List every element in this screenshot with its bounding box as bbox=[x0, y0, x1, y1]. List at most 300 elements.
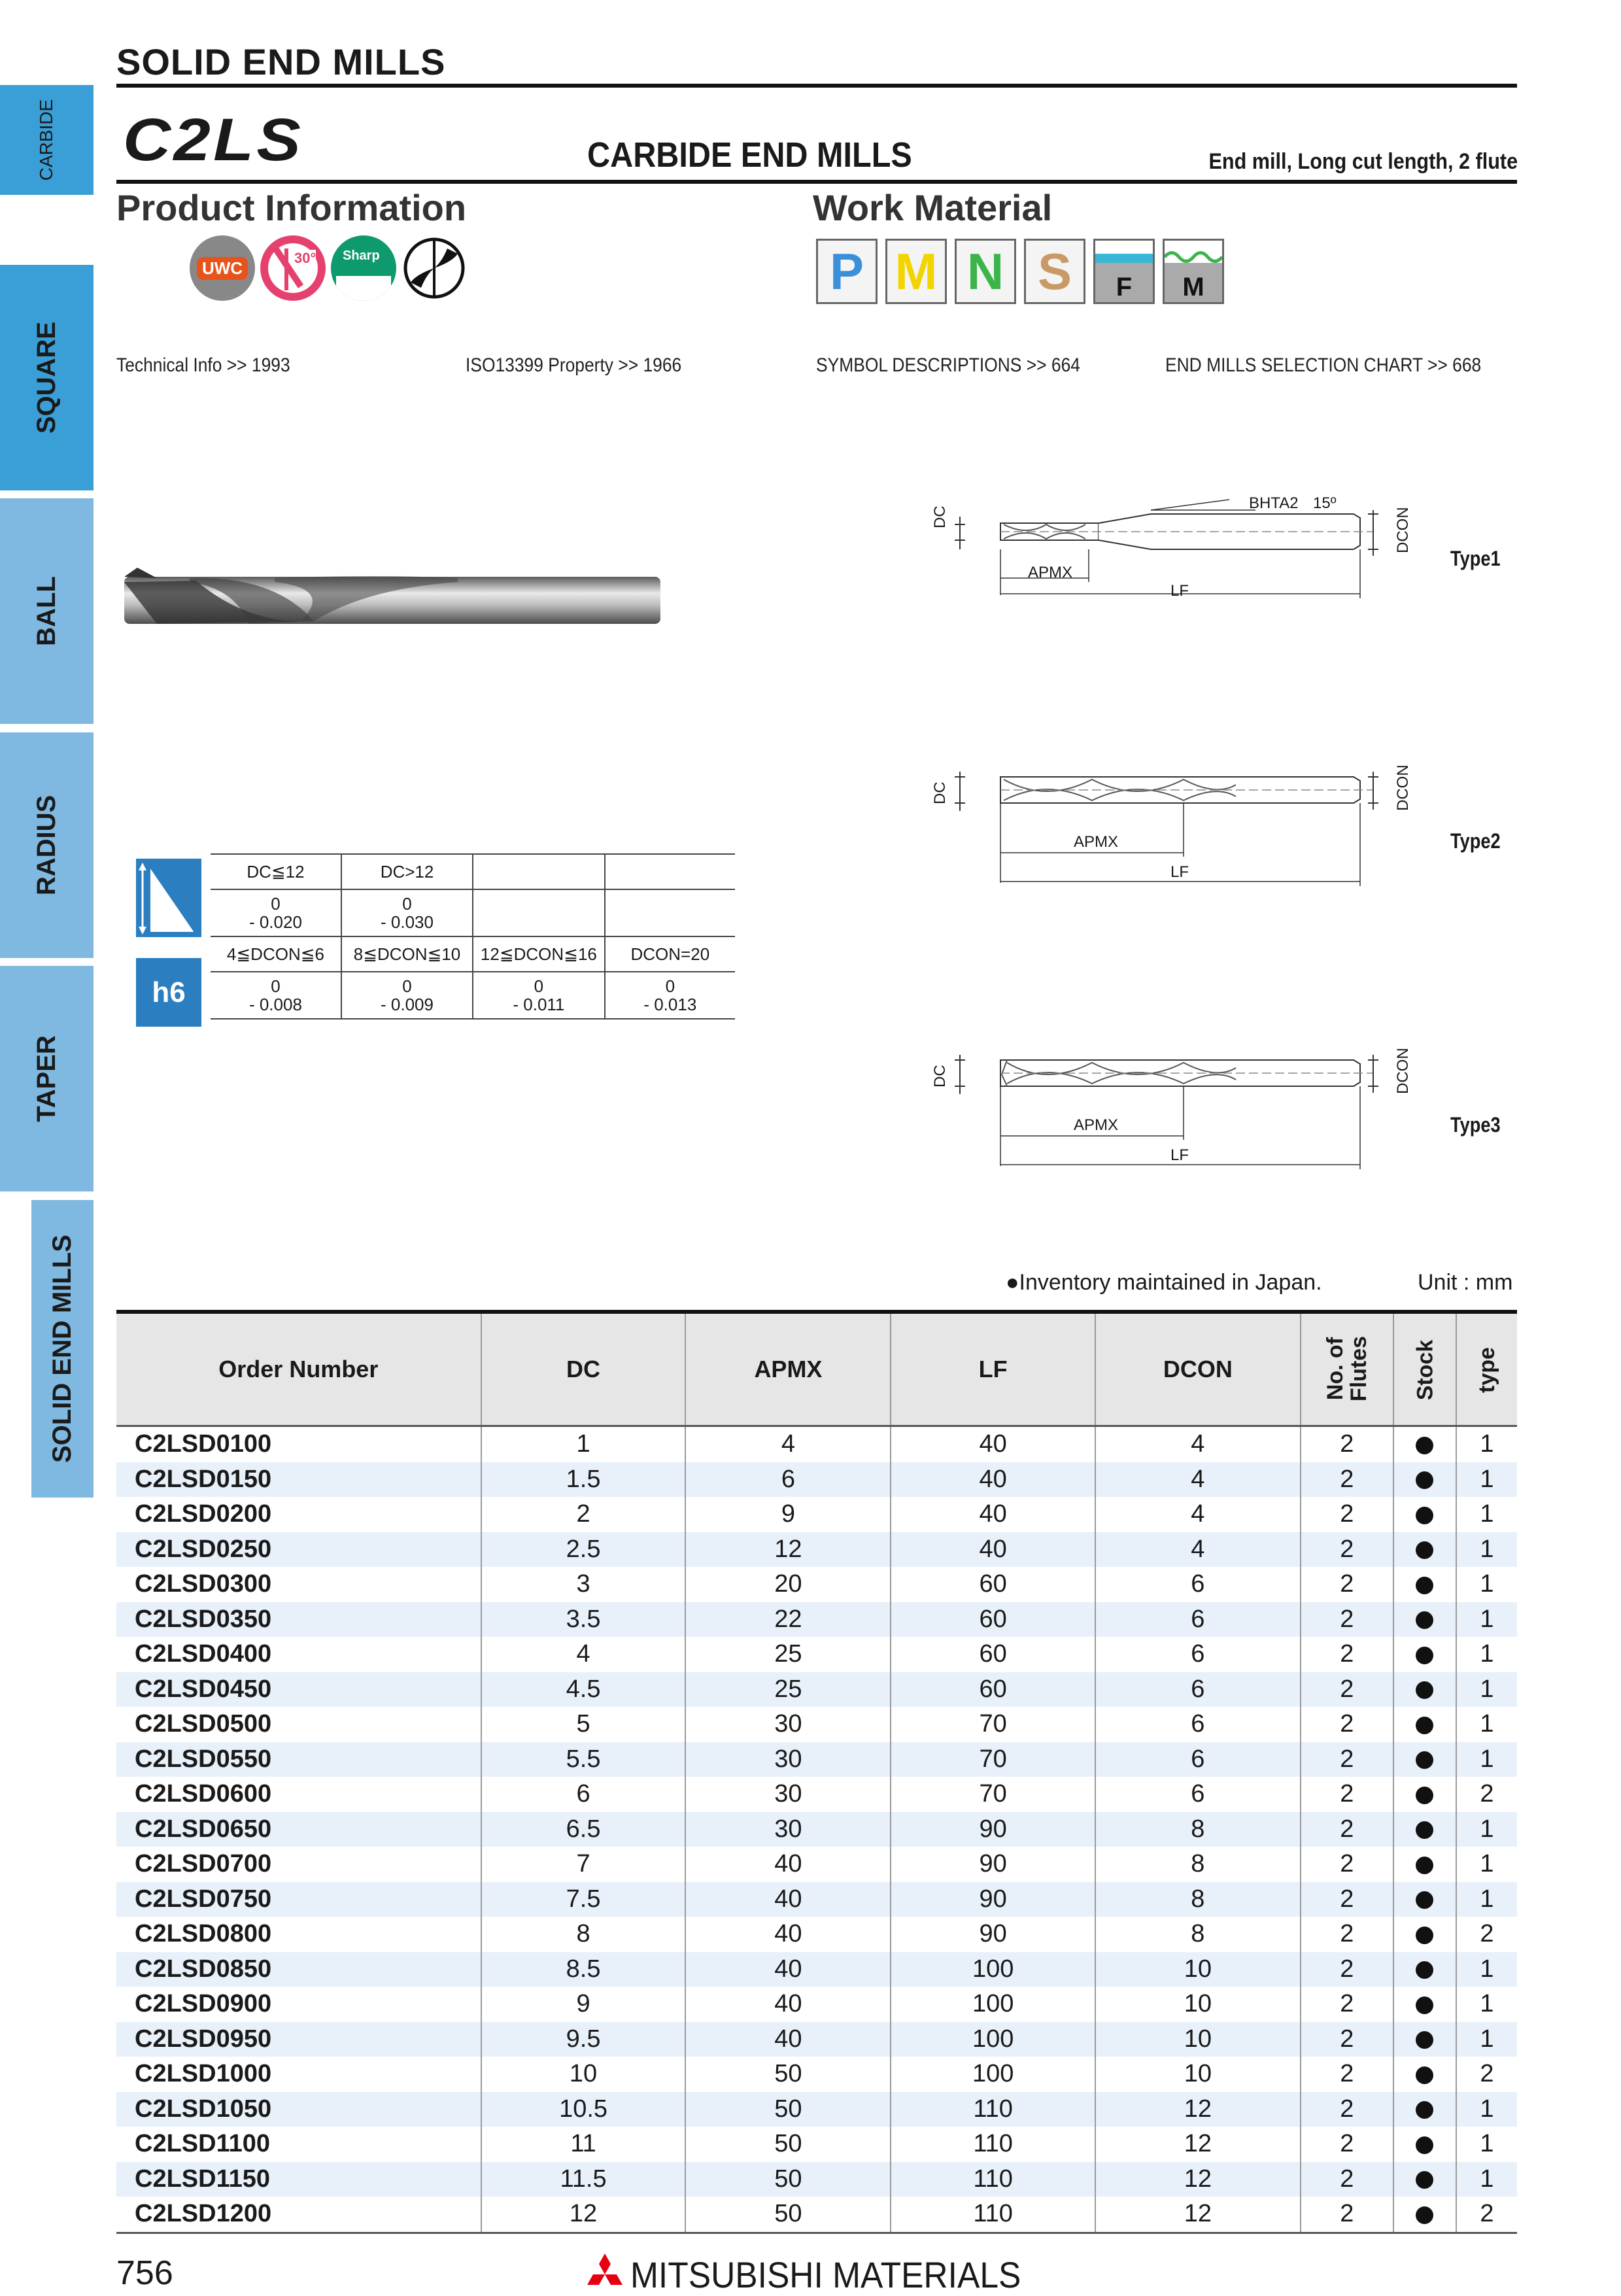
cell-apmx: 9 bbox=[685, 1497, 891, 1532]
cell-stock bbox=[1393, 1602, 1456, 1637]
cell-dc: 1 bbox=[481, 1426, 686, 1462]
cell-flutes: 2 bbox=[1301, 1602, 1393, 1637]
side-tab-radius[interactable]: RADIUS bbox=[0, 732, 94, 958]
unit-note: Unit : mm bbox=[1418, 1270, 1513, 1295]
cell-dcon: 10 bbox=[1095, 1952, 1301, 1987]
cell-flutes: 2 bbox=[1301, 2127, 1393, 2162]
lf-label: LF bbox=[1170, 863, 1189, 881]
cell-stock bbox=[1393, 2022, 1456, 2057]
cell-apmx: 25 bbox=[685, 1672, 891, 1707]
cell-lf: 40 bbox=[891, 1532, 1095, 1568]
bhta-label: BHTA2 bbox=[1249, 494, 1299, 512]
apmx-label: APMX bbox=[1074, 833, 1119, 851]
material-s-icon: S bbox=[1024, 239, 1085, 304]
cell-stock bbox=[1393, 1637, 1456, 1672]
cell-type: 1 bbox=[1456, 1497, 1517, 1532]
cell-stock bbox=[1393, 1952, 1456, 1987]
cell-lf: 90 bbox=[891, 1812, 1095, 1847]
table-row bbox=[116, 2197, 1517, 2233]
cell-stock bbox=[1393, 1462, 1456, 1498]
stock-dot-icon bbox=[1416, 1996, 1433, 2014]
work-material-title: Work Material bbox=[813, 187, 1053, 228]
cell-stock bbox=[1393, 1426, 1456, 1462]
cell-dcon: 6 bbox=[1095, 1777, 1301, 1812]
cell-dcon: 6 bbox=[1095, 1742, 1301, 1777]
cell-stock bbox=[1393, 2092, 1456, 2127]
dcon-label: DCON bbox=[1394, 507, 1412, 553]
lf-label: LF bbox=[1170, 582, 1189, 600]
stock-dot-icon bbox=[1416, 1507, 1433, 1524]
stock-dot-icon bbox=[1416, 1541, 1433, 1559]
cell-order-number: C2LSD0700 bbox=[135, 1850, 272, 1878]
cell-dcon: 10 bbox=[1095, 2022, 1301, 2057]
cell-stock bbox=[1393, 1707, 1456, 1742]
stock-dot-icon bbox=[1416, 2171, 1433, 2189]
cell-apmx: 30 bbox=[685, 1742, 891, 1777]
stock-dot-icon bbox=[1416, 1857, 1433, 1874]
cell-lf: 60 bbox=[891, 1602, 1095, 1637]
product-code: C2LS bbox=[123, 107, 304, 173]
cell-type: 1 bbox=[1456, 1462, 1517, 1498]
dc-header bbox=[473, 854, 605, 889]
cell-stock bbox=[1393, 2197, 1456, 2233]
table-row bbox=[116, 1847, 1517, 1882]
cell-lf: 70 bbox=[891, 1742, 1095, 1777]
table-row bbox=[116, 1532, 1517, 1568]
cell-stock bbox=[1393, 1742, 1456, 1777]
cell-order-number: C2LSD1050 bbox=[116, 2092, 481, 2127]
product-description: End mill, Long cut length, 2 flute bbox=[1208, 149, 1518, 174]
finishing-f-icon: F bbox=[1093, 239, 1155, 304]
cell-type: 1 bbox=[1456, 1602, 1517, 1637]
table-row bbox=[116, 2057, 1517, 2092]
cell-stock bbox=[1393, 2057, 1456, 2092]
cell-flutes: 2 bbox=[1301, 1847, 1393, 1882]
table-row bbox=[116, 1987, 1517, 2022]
mitsubishi-logo-icon bbox=[585, 2253, 625, 2291]
cell-flutes: 2 bbox=[1301, 1567, 1393, 1602]
stock-dot-icon bbox=[1416, 2101, 1433, 2119]
h6-tolerance-badge: h6 bbox=[136, 958, 201, 1027]
dcon-header: DCON=20 bbox=[605, 936, 735, 972]
cell-dc: 3 bbox=[481, 1567, 686, 1602]
table-row bbox=[116, 2092, 1517, 2127]
cell-apmx: 50 bbox=[685, 2092, 891, 2127]
cell-apmx: 50 bbox=[685, 2197, 891, 2233]
cell-type: 1 bbox=[1456, 1426, 1517, 1462]
cell-lf: 90 bbox=[891, 1882, 1095, 1917]
cell-dcon: 8 bbox=[1095, 1847, 1301, 1882]
helix-angle-icon bbox=[260, 235, 326, 301]
stock-dot-icon bbox=[1416, 1717, 1433, 1734]
stock-dot-icon bbox=[1416, 1787, 1433, 1804]
cell-apmx: 40 bbox=[685, 1847, 891, 1882]
cell-flutes: 2 bbox=[1301, 2057, 1393, 2092]
dc-header bbox=[605, 854, 735, 889]
cell-apmx: 40 bbox=[685, 1987, 891, 2022]
cell-dc: 11 bbox=[481, 2127, 686, 2162]
col-apmx: APMX bbox=[685, 1312, 891, 1426]
cell-flutes: 2 bbox=[1301, 1672, 1393, 1707]
cell-type: 1 bbox=[1456, 1567, 1517, 1602]
cell-lf: 40 bbox=[891, 1462, 1095, 1498]
cell-stock bbox=[1393, 1497, 1456, 1532]
table-row bbox=[116, 1742, 1517, 1777]
cell-order-number: C2LSD0500 bbox=[135, 1710, 272, 1738]
cell-order-number: C2LSD1200 bbox=[116, 2197, 481, 2233]
table-row bbox=[116, 1952, 1517, 1987]
cell-flutes: 2 bbox=[1301, 1462, 1393, 1498]
cell-order-number: C2LSD1150 bbox=[116, 2162, 481, 2197]
cell-order-number: C2LSD0200 bbox=[135, 1500, 272, 1528]
dcon-header: 4≦DCON≦6 bbox=[211, 936, 341, 972]
cell-type: 1 bbox=[1456, 1742, 1517, 1777]
cell-dc: 7 bbox=[481, 1847, 686, 1882]
table-row bbox=[116, 1882, 1517, 1917]
apmx-label: APMX bbox=[1074, 1116, 1119, 1134]
cell-dc: 8 bbox=[481, 1917, 686, 1952]
cell-type: 1 bbox=[1456, 1672, 1517, 1707]
type3-label: Type3 bbox=[1450, 1113, 1501, 1137]
type3-diagram bbox=[929, 1048, 1439, 1173]
cell-lf: 110 bbox=[891, 2127, 1095, 2162]
table-row bbox=[116, 1426, 1517, 1462]
cell-flutes: 2 bbox=[1301, 2162, 1393, 2197]
selection-chart-link[interactable]: END MILLS SELECTION CHART >> 668 bbox=[1165, 354, 1482, 376]
cell-lf: 110 bbox=[891, 2092, 1095, 2127]
cell-dc: 6.5 bbox=[481, 1812, 686, 1847]
cell-type: 1 bbox=[1456, 1532, 1517, 1568]
helix-30-badge: 30° bbox=[260, 235, 326, 301]
dc-tolerance: 0 - 0.030 bbox=[341, 889, 473, 936]
tolerance-table bbox=[211, 853, 735, 1019]
cell-dcon: 6 bbox=[1095, 1567, 1301, 1602]
cell-apmx: 22 bbox=[685, 1602, 891, 1637]
two-flute-icon bbox=[401, 235, 467, 301]
table-row bbox=[116, 2022, 1517, 2057]
cell-type: 1 bbox=[1456, 2127, 1517, 2162]
cell-lf: 100 bbox=[891, 1952, 1095, 1987]
cell-flutes: 2 bbox=[1301, 2022, 1393, 2057]
cell-dc: 10.5 bbox=[481, 2092, 686, 2127]
dc-tolerance: 0 - 0.020 bbox=[248, 894, 302, 932]
cell-flutes: 2 bbox=[1301, 1777, 1393, 1812]
dcon-header: 12≦DCON≦16 bbox=[473, 936, 605, 972]
stock-dot-icon bbox=[1416, 1891, 1433, 1909]
cell-lf: 70 bbox=[891, 1707, 1095, 1742]
cell-apmx: 40 bbox=[685, 1952, 891, 1987]
product-table bbox=[116, 1310, 1517, 2234]
header-rule bbox=[116, 84, 1517, 88]
cell-order-number: C2LSD0250 bbox=[116, 1532, 481, 1568]
product-info-title: Product Information bbox=[116, 187, 467, 228]
material-m-icon: M bbox=[885, 239, 947, 304]
diameter-tolerance-icon bbox=[136, 859, 201, 937]
cell-lf: 60 bbox=[891, 1567, 1095, 1602]
cell-dcon: 6 bbox=[1095, 1602, 1301, 1637]
cell-stock bbox=[1393, 1532, 1456, 1568]
cell-dc: 2 bbox=[481, 1497, 686, 1532]
cell-order-number: C2LSD0350 bbox=[116, 1602, 481, 1637]
cell-stock bbox=[1393, 1777, 1456, 1812]
cell-dcon: 4 bbox=[1095, 1462, 1301, 1498]
stock-dot-icon bbox=[1416, 1577, 1433, 1594]
cell-dcon: 8 bbox=[1095, 1812, 1301, 1847]
cell-order-number: C2LSD0750 bbox=[116, 1882, 481, 1917]
stock-dot-icon bbox=[1416, 2206, 1433, 2224]
cell-order-number: C2LSD0550 bbox=[116, 1742, 481, 1777]
cell-lf: 60 bbox=[891, 1637, 1095, 1672]
cell-lf: 70 bbox=[891, 1777, 1095, 1812]
symbol-descriptions-link[interactable]: SYMBOL DESCRIPTIONS >> 664 bbox=[816, 354, 1080, 376]
col-flutes: No. of Flutes bbox=[1301, 1312, 1393, 1426]
dc-label: DC bbox=[931, 1065, 949, 1088]
table-row bbox=[116, 1777, 1517, 1812]
cell-lf: 100 bbox=[891, 2057, 1095, 2092]
cell-dcon: 12 bbox=[1095, 2162, 1301, 2197]
uwc-badge: UWC bbox=[190, 235, 255, 301]
stock-dot-icon bbox=[1416, 1821, 1433, 1839]
dcon-label: DCON bbox=[1394, 1048, 1412, 1094]
cell-type: 2 bbox=[1456, 1777, 1517, 1812]
col-order-number: Order Number bbox=[116, 1312, 481, 1426]
cell-dc: 2.5 bbox=[481, 1532, 686, 1568]
cell-dc: 12 bbox=[481, 2197, 686, 2233]
cell-dc: 5 bbox=[481, 1707, 686, 1742]
table-row bbox=[116, 1497, 1517, 1532]
col-type: type bbox=[1456, 1312, 1517, 1426]
cell-type: 1 bbox=[1456, 1882, 1517, 1917]
dcon-tolerance: 0 - 0.013 bbox=[605, 972, 735, 1019]
cell-flutes: 2 bbox=[1301, 1917, 1393, 1952]
cell-type: 1 bbox=[1456, 2162, 1517, 2197]
cell-flutes: 2 bbox=[1301, 1987, 1393, 2022]
dc-header: DC>12 bbox=[341, 854, 473, 889]
cell-stock bbox=[1393, 2162, 1456, 2197]
side-tab-solid-end-mills[interactable]: SOLID END MILLS bbox=[31, 1200, 94, 1498]
cell-dc: 3.5 bbox=[481, 1602, 686, 1637]
cell-order-number: C2LSD1100 bbox=[135, 2130, 271, 2158]
cell-dcon: 10 bbox=[1095, 1987, 1301, 2022]
cell-lf: 110 bbox=[891, 2197, 1095, 2233]
cell-order-number: C2LSD0150 bbox=[116, 1462, 481, 1498]
cell-order-number: C2LSD0300 bbox=[135, 1570, 272, 1598]
lf-label: LF bbox=[1170, 1146, 1189, 1164]
cell-dcon: 8 bbox=[1095, 1882, 1301, 1917]
cell-flutes: 2 bbox=[1301, 1882, 1393, 1917]
dc-label: DC bbox=[931, 505, 949, 528]
dc-tolerance bbox=[605, 889, 735, 936]
type2-diagram bbox=[929, 765, 1439, 889]
cell-dc: 4 bbox=[481, 1637, 686, 1672]
cell-type: 1 bbox=[1456, 1952, 1517, 1987]
stock-dot-icon bbox=[1416, 1927, 1433, 1944]
cell-lf: 60 bbox=[891, 1672, 1095, 1707]
product-rule bbox=[116, 180, 1517, 184]
cell-order-number: C2LSD0900 bbox=[135, 1990, 272, 2018]
cell-dcon: 6 bbox=[1095, 1637, 1301, 1672]
cell-type: 1 bbox=[1456, 1637, 1517, 1672]
cell-flutes: 2 bbox=[1301, 1952, 1393, 1987]
col-lf: LF bbox=[891, 1312, 1095, 1426]
dcon-label: DCON bbox=[1394, 764, 1412, 811]
col-dc: DC bbox=[481, 1312, 686, 1426]
dc-label: DC bbox=[931, 781, 949, 804]
cell-dc: 10 bbox=[481, 2057, 686, 2092]
cell-lf: 110 bbox=[891, 2162, 1095, 2197]
cell-dc: 9.5 bbox=[481, 2022, 686, 2057]
cell-stock bbox=[1393, 1672, 1456, 1707]
cell-apmx: 50 bbox=[685, 2127, 891, 2162]
cell-apmx: 20 bbox=[685, 1567, 891, 1602]
cell-apmx: 4 bbox=[685, 1426, 891, 1462]
cell-dc: 11.5 bbox=[481, 2162, 686, 2197]
cell-stock bbox=[1393, 1987, 1456, 2022]
col-stock: Stock bbox=[1393, 1312, 1456, 1426]
technical-info-link[interactable]: Technical Info >> 1993 bbox=[116, 354, 290, 376]
cell-dc: 1.5 bbox=[481, 1462, 686, 1498]
inventory-note: ●Inventory maintained in Japan. bbox=[1006, 1270, 1322, 1295]
cell-apmx: 6 bbox=[685, 1462, 891, 1498]
sharp-badge: Sharp bbox=[331, 235, 396, 301]
cell-order-number: C2LSD0600 bbox=[135, 1780, 272, 1808]
cell-order-number: C2LSD0850 bbox=[116, 1952, 481, 1987]
cell-type: 1 bbox=[1456, 2092, 1517, 2127]
dcon-tolerance: 0 - 0.008 bbox=[211, 972, 341, 1019]
material-n-icon: N bbox=[955, 239, 1016, 304]
dc-tolerance bbox=[473, 889, 605, 936]
cell-order-number: C2LSD0450 bbox=[116, 1672, 481, 1707]
dcon-tolerance: 0 - 0.009 bbox=[341, 972, 473, 1019]
cell-apmx: 30 bbox=[685, 1812, 891, 1847]
cell-dc: 8.5 bbox=[481, 1952, 686, 1987]
cell-order-number: C2LSD0400 bbox=[135, 1640, 272, 1668]
product-title: CARBIDE END MILLS bbox=[587, 135, 912, 175]
cell-lf: 40 bbox=[891, 1426, 1095, 1462]
table-row bbox=[116, 1917, 1517, 1952]
cell-apmx: 40 bbox=[685, 1917, 891, 1952]
cell-apmx: 30 bbox=[685, 1707, 891, 1742]
table-row bbox=[116, 1567, 1517, 1602]
cell-stock bbox=[1393, 1567, 1456, 1602]
type1-label: Type1 bbox=[1450, 547, 1501, 570]
cell-dcon: 6 bbox=[1095, 1707, 1301, 1742]
cell-dcon: 12 bbox=[1095, 2092, 1301, 2127]
table-row bbox=[116, 2127, 1517, 2162]
stock-dot-icon bbox=[1416, 1471, 1433, 1489]
table-row bbox=[116, 1707, 1517, 1742]
side-tab-carbide[interactable]: CARBIDE bbox=[0, 85, 94, 195]
category-title: SOLID END MILLS bbox=[116, 41, 446, 82]
cell-apmx: 40 bbox=[685, 1882, 891, 1917]
cell-type: 1 bbox=[1456, 2022, 1517, 2057]
cell-dc: 5.5 bbox=[481, 1742, 686, 1777]
cell-order-number: C2LSD0100 bbox=[135, 1430, 272, 1458]
cell-type: 2 bbox=[1456, 2057, 1517, 2092]
side-tab-taper[interactable]: TAPER bbox=[0, 966, 94, 1191]
page-number: 756 bbox=[116, 2254, 173, 2292]
cell-dcon: 12 bbox=[1095, 2197, 1301, 2233]
stock-dot-icon bbox=[1416, 1647, 1433, 1664]
stock-dot-icon bbox=[1416, 1751, 1433, 1769]
cell-order-number: C2LSD0650 bbox=[116, 1812, 481, 1847]
cell-dc: 7.5 bbox=[481, 1882, 686, 1917]
finishing-m-icon: M bbox=[1163, 239, 1224, 304]
cell-dc: 9 bbox=[481, 1987, 686, 2022]
cell-dc: 6 bbox=[481, 1777, 686, 1812]
cell-flutes: 2 bbox=[1301, 1812, 1393, 1847]
cell-dcon: 4 bbox=[1095, 1497, 1301, 1532]
iso-property-link[interactable]: ISO13399 Property >> 1966 bbox=[466, 354, 682, 376]
stock-dot-icon bbox=[1416, 1611, 1433, 1629]
cell-stock bbox=[1393, 1882, 1456, 1917]
stock-dot-icon bbox=[1416, 2136, 1433, 2154]
cell-apmx: 30 bbox=[685, 1777, 891, 1812]
cell-order-number: C2LSD0950 bbox=[116, 2022, 481, 2057]
cell-flutes: 2 bbox=[1301, 1497, 1393, 1532]
cell-dcon: 4 bbox=[1095, 1532, 1301, 1568]
sharp-edge-icon bbox=[331, 235, 396, 301]
cell-apmx: 25 bbox=[685, 1637, 891, 1672]
cell-type: 2 bbox=[1456, 1917, 1517, 1952]
cell-apmx: 50 bbox=[685, 2057, 891, 2092]
dc-header: DC≦12 bbox=[211, 854, 341, 889]
table-row bbox=[116, 1672, 1517, 1707]
cell-type: 1 bbox=[1456, 1847, 1517, 1882]
type2-label: Type2 bbox=[1450, 829, 1501, 853]
cell-lf: 90 bbox=[891, 1847, 1095, 1882]
table-row bbox=[116, 2162, 1517, 2197]
cell-stock bbox=[1393, 1917, 1456, 1952]
cell-dcon: 6 bbox=[1095, 1672, 1301, 1707]
table-row bbox=[116, 1812, 1517, 1847]
end-mill-photo bbox=[118, 562, 667, 634]
table-row bbox=[116, 1462, 1517, 1498]
cell-dcon: 12 bbox=[1095, 2127, 1301, 2162]
type1-diagram bbox=[929, 490, 1439, 608]
cell-stock bbox=[1393, 2127, 1456, 2162]
cell-flutes: 2 bbox=[1301, 1707, 1393, 1742]
stock-dot-icon bbox=[1416, 1437, 1433, 1454]
dcon-tolerance: 0 - 0.011 bbox=[473, 972, 605, 1019]
stock-dot-icon bbox=[1416, 2031, 1433, 2049]
side-tab-ball[interactable]: BALL bbox=[0, 498, 94, 724]
cell-flutes: 2 bbox=[1301, 1426, 1393, 1462]
col-dcon: DCON bbox=[1095, 1312, 1301, 1426]
cell-type: 1 bbox=[1456, 1812, 1517, 1847]
cell-stock bbox=[1393, 1847, 1456, 1882]
cell-dc: 4.5 bbox=[481, 1672, 686, 1707]
cell-flutes: 2 bbox=[1301, 1637, 1393, 1672]
apmx-label: APMX bbox=[1028, 564, 1073, 581]
cell-stock bbox=[1393, 1812, 1456, 1847]
cell-lf: 90 bbox=[891, 1917, 1095, 1952]
cell-lf: 40 bbox=[891, 1497, 1095, 1532]
side-tab-square[interactable]: SQUARE bbox=[0, 265, 94, 490]
cell-flutes: 2 bbox=[1301, 1532, 1393, 1568]
material-p-icon: P bbox=[816, 239, 878, 304]
cell-apmx: 50 bbox=[685, 2162, 891, 2197]
cell-lf: 100 bbox=[891, 2022, 1095, 2057]
dcon-header: 8≦DCON≦10 bbox=[341, 936, 473, 972]
stock-dot-icon bbox=[1416, 2066, 1433, 2084]
cell-order-number: C2LSD1000 bbox=[135, 2060, 272, 2088]
cell-type: 1 bbox=[1456, 1987, 1517, 2022]
table-row bbox=[116, 1637, 1517, 1672]
cell-type: 2 bbox=[1456, 2197, 1517, 2233]
cell-flutes: 2 bbox=[1301, 2197, 1393, 2233]
bhta-angle: 15º bbox=[1313, 494, 1337, 512]
